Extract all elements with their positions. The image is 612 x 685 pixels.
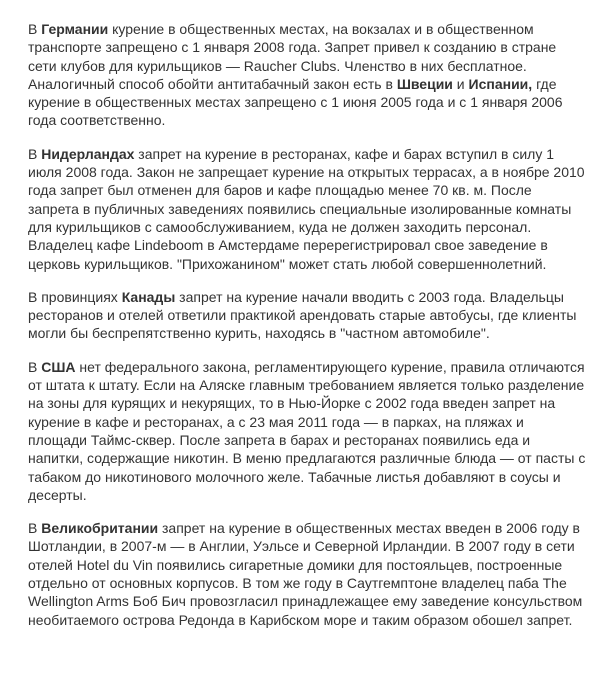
- country-name-bold: Швеции: [396, 75, 453, 92]
- country-name-bold: Германии: [41, 21, 109, 37]
- text-segment: В: [28, 358, 42, 375]
- text-segment: запрет на курение в общественных местах введен в 2006 году в Шотландии, в 2007-м — в Англии, Уэльсе и Северной Ирландии. В 2007 году в сети отелей Hotel du Vin появились сигаретные домики для постояльцев, построенные отдельно от основных корпусов. В том же году в Саутгемптоне владелец паба The Wellington Arms Боб Бич провозгласил принадлежащее ему заведение консульством необитаемого острова Редонда в Карибском море и таким образом обошел запрет.: [28, 520, 583, 628]
- paragraph: [28, 20, 586, 130]
- text-segment: нет федерального закона, регламентирующего курение, правила отличаются от штата к штату. Если на Аляске главным требованием является только разделение на зоны для курящих и некурящих, то в Нью-Йорке с 2002 года введен запрет на курение в кафе и ресторанах, а с 23 мая 2011 года — в парках, на пляжах и площади Таймс-сквер. После запрета в барах и ресторанах появились еда и напитки, содержащие никотин. В меню предлагаются различные блюда — от пасты с табаком до никотинового молочного желе. Табачные листья добавляют в соусы и десерты.: [28, 358, 586, 503]
- paragraph: [28, 288, 586, 343]
- text-segment: В провинциях: [28, 288, 122, 305]
- text-segment: В: [28, 145, 42, 162]
- country-name-bold: Канады: [121, 288, 176, 305]
- text-segment: В: [28, 21, 42, 37]
- text-segment: курение в общественных местах, на вокзалах и в общественном транспорте запрещено с 1 января 2008 года. Запрет привел к созданию в стране сети клубов для курильщиков — Raucher Clubs. Членство в них бесплатное. Аналогичный способ обойти антитабачный закон есть в: [28, 21, 557, 92]
- text-segment: В: [28, 520, 42, 537]
- country-name-bold: Испании,: [468, 75, 533, 92]
- paragraph: [28, 519, 586, 629]
- text-segment: запрет на курение в ресторанах, кафе и барах вступил в силу 1 июля 2008 года. Закон не запрещает курение на открытых террасах, а в ноябре 2010 года запрет был отменен для баров и кафе площадью менее 70 кв. м. После запрета в публичных заведениях появились специальные изолированные комнаты для курильщиков с самообслуживанием, куда не должен заходить персонал. Владелец кафе Lindeboom в Амстердаме перерегистрировал свое заведение в церковь курильщиков. "Прихожанином" может стать любой совершеннолетний.: [28, 145, 585, 272]
- text-segment: и: [452, 75, 469, 92]
- country-name-bold: США: [41, 358, 76, 375]
- paragraph: [28, 145, 586, 273]
- country-name-bold: Великобритании: [41, 520, 159, 537]
- text-segment: запрет на курение начали вводить с 2003 года. Владельцы ресторанов и отелей ответили практикой арендовать старые автобусы, где клиенты могли бы беспрепятственно курить, находясь в "частном автомобиле".: [28, 288, 577, 342]
- text-segment: где курение в общественных местах запрещено с 1 июня 2005 года и с 1 января 2006 года соответственно.: [28, 75, 563, 129]
- paragraph: [28, 358, 586, 504]
- country-name-bold: Нидерландах: [41, 145, 135, 162]
